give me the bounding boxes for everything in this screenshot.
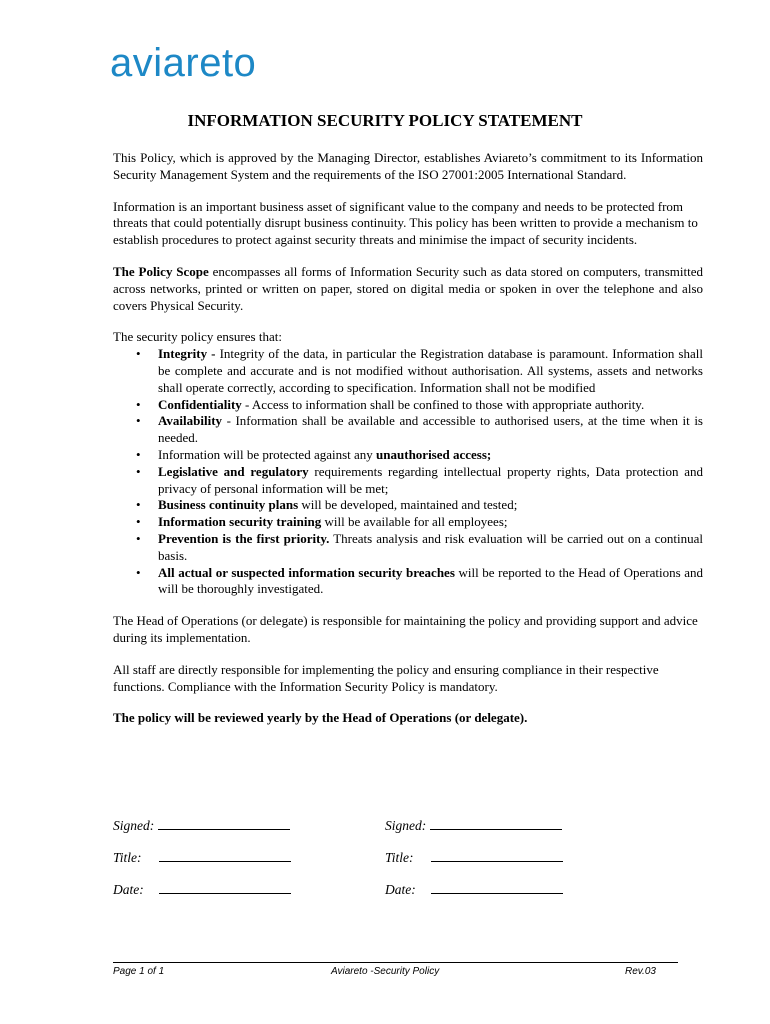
scope-text: encompasses all forms of Information Security such as data stored on computers, transmitted across networks, printed or written on paper, stored on digital media or spoken in over the telephone and also covers Physical Security. xyxy=(113,263,704,313)
date-line-2 xyxy=(431,879,563,894)
title-label: Title: xyxy=(113,850,142,865)
footer-divider xyxy=(113,962,678,963)
bullet-bold: Availability xyxy=(158,413,223,429)
policy-bullet-list xyxy=(113,346,703,598)
bullet-bold: Confidentiality xyxy=(158,396,242,412)
title-row xyxy=(113,847,703,879)
bullet-text: - Access to information shall be confined to those with appropriate authority. xyxy=(241,396,645,412)
head-ops-paragraph: The Head of Operations (or delegate) is responsible for maintaining the policy and providing support and advice during its implementation. xyxy=(113,613,698,645)
signed-label: Signed: xyxy=(385,818,427,833)
footer-revision: Rev.03 xyxy=(625,966,656,977)
scope-bold: The Policy Scope xyxy=(113,263,209,279)
bullet-bold: Prevention is the first priority. xyxy=(158,530,330,546)
bullet-prevention xyxy=(158,531,703,565)
bullet-text: Information will be protected against any xyxy=(158,446,377,462)
bullet-availability xyxy=(158,413,703,447)
bullet-bold: Business continuity plans xyxy=(158,497,299,513)
scope-paragraph xyxy=(113,264,703,314)
bullet-legislative xyxy=(158,464,703,498)
bullet-bold: Integrity - xyxy=(158,346,216,362)
staff-paragraph: All staff are directly responsible for implementing the policy and ensuring compliance in their respective functions. Compliance with the Information Security Policy is mandatory. xyxy=(113,661,659,694)
date-row xyxy=(113,879,703,911)
signed-line-1 xyxy=(158,815,290,830)
bullet-text: Integrity of the data, in particular the Registration database is paramount. Information shall be complete and accurate and is not modified without authorisation. All systems, assets and networks shall operate correctly, according to specification. Information shall not be modified xyxy=(158,346,703,395)
bullet-unauthorised-access xyxy=(158,447,703,464)
title-label: Title: xyxy=(385,850,414,865)
bullet-breaches xyxy=(158,565,703,599)
date-label: Date: xyxy=(385,882,416,897)
date-label: Date: xyxy=(113,882,144,897)
asset-paragraph: Information is an important business asset of significant value to the company and needs to be protected from threats that could potentially disrupt business continuity. This policy has been written to provide a mechanism to establish procedures to protect against security threats and minimise the impact of security incidents. xyxy=(113,198,698,248)
bullet-text: will be available for all employees; xyxy=(321,514,508,530)
title-line-2 xyxy=(431,847,563,862)
bullet-text: will be developed, maintained and tested; xyxy=(298,497,518,513)
signed-row xyxy=(113,815,703,847)
bullet-bold: unauthorised access; xyxy=(376,446,492,462)
date-line-1 xyxy=(159,879,291,894)
bullet-text: requirements regarding intellectual property rights, Data protection and privacy of personal information will be met; xyxy=(158,463,704,496)
bullet-bold: Information security training xyxy=(158,514,322,530)
bullet-bold: All actual or suspected information security breaches xyxy=(158,564,455,580)
page-title: INFORMATION SECURITY POLICY STATEMENT xyxy=(187,111,583,130)
title-line-1 xyxy=(159,847,291,862)
bullet-training xyxy=(158,514,703,531)
bullet-business-continuity xyxy=(158,497,703,514)
footer-doc-name: Aviareto -Security Policy xyxy=(331,966,440,977)
bullet-bold: Legislative and regulatory xyxy=(158,463,309,479)
review-paragraph: The policy will be reviewed yearly by the Head of Operations (or delegate). xyxy=(113,710,528,726)
intro-paragraph: This Policy, which is approved by the Managing Director, establishes Aviareto’s commitment to its Information Security Management System and the requirements of the ISO 27001:2005 International Standard. xyxy=(113,150,703,182)
policy-body xyxy=(113,150,703,742)
bullet-text: will be reported to the Head of Operations and will be thoroughly investigated. xyxy=(158,564,703,597)
signed-line-2 xyxy=(430,815,562,830)
bullet-text: - Information shall be available and accessible to authorised users, at the time when it is needed. xyxy=(158,413,703,446)
footer-page-number: Page 1 of 1 xyxy=(113,966,165,977)
ensures-heading: The security policy ensures that: xyxy=(113,329,282,345)
company-logo: aviareto xyxy=(110,41,257,85)
bullet-text: Threats analysis and risk evaluation will be carried out on a continual basis. xyxy=(158,530,703,563)
signed-label: Signed: xyxy=(113,818,155,833)
bullet-confidentiality xyxy=(158,397,703,414)
bullet-integrity xyxy=(158,346,703,396)
signature-block xyxy=(113,815,703,911)
